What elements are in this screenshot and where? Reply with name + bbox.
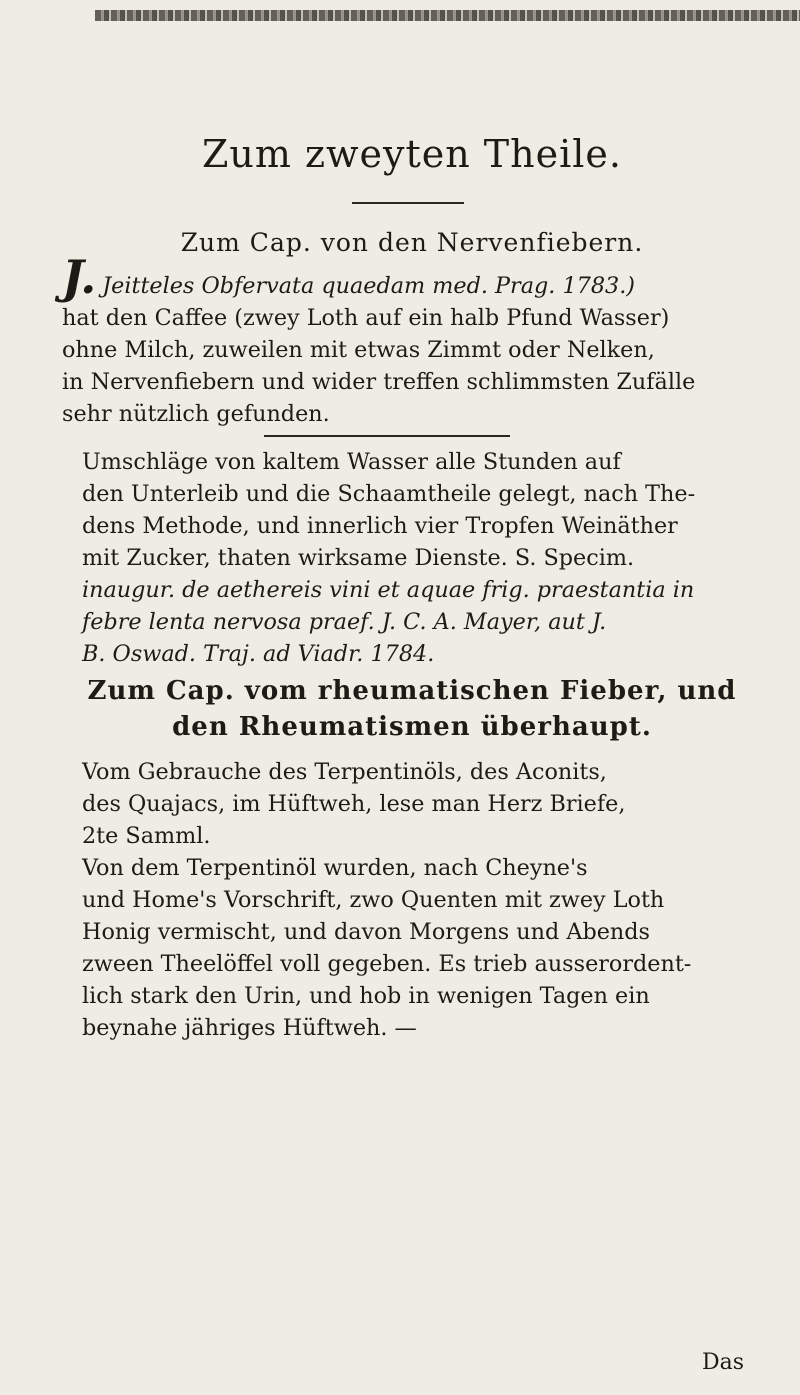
text-line: und Home's Vorschrift, zwo Quenten mit zwey Loth	[82, 887, 665, 913]
text-line: beynahe jähriges Hüftweh. —	[82, 1015, 417, 1041]
section-heading-rheuma-line2: den Rheumatismen überhaupt.	[172, 712, 652, 742]
text-line: Honig vermischt, und davon Morgens und Abends	[82, 919, 650, 945]
text-line: febre lenta nervosa praef. J. C. A. Mayer, aut J.	[82, 609, 607, 635]
paragraph-terpentin	[82, 756, 767, 1044]
text-line: 2te Samml.	[82, 823, 211, 849]
paragraph-caffee	[62, 250, 767, 430]
text-line: mit Zucker, thaten wirksame Dienste. S. Specim.	[82, 545, 635, 571]
text-line: Von dem Terpentinöl wurden, nach Cheyne's	[82, 855, 588, 881]
catchword: Das	[702, 1350, 745, 1375]
text-line: den Unterleib und die Schaamtheile gelegt, nach The-	[82, 481, 696, 507]
running-head: Zum zweyten Theile.	[202, 132, 622, 176]
text-line: hat den Caffee (zwey Loth auf ein halb Pfund Wasser)	[62, 305, 670, 331]
text-line: lich stark den Urin, und hob in wenigen Tagen ein	[82, 983, 650, 1009]
text-line: Jeitteles Obfervata quaedam med. Prag. 1783.)	[102, 273, 635, 299]
text-line: des Quajacs, im Hüftweh, lese man Herz Briefe,	[82, 791, 626, 817]
text-line: zween Theelöffel voll gegeben. Es trieb ausserordent-	[82, 951, 692, 977]
section-heading-rheuma: Zum Cap. vom rheumatischen Fieber, und	[87, 676, 737, 706]
text-line: in Nervenfiebern und wider treffen schlimmsten Zufälle	[62, 369, 696, 395]
initial-letter: J.	[62, 250, 97, 304]
text-line: sehr nützlich gefunden.	[62, 401, 330, 427]
text-line: ohne Milch, zuweilen mit etwas Zimmt oder Nelken,	[62, 337, 655, 363]
section-divider	[264, 435, 510, 437]
paragraph-umschlaege	[82, 446, 767, 670]
text-line: inaugur. de aethereis vini et aquae frig. praestantia in	[82, 577, 695, 603]
text-line: Vom Gebrauche des Terpentinöls, des Aconits,	[82, 759, 607, 785]
text-line: dens Methode, und innerlich vier Tropfen Weinäther	[82, 513, 678, 539]
section-heading-nervenfieber: Zum Cap. von den Nervenfiebern.	[180, 228, 644, 257]
text-line: B. Oswad. Traj. ad Viadr. 1784.	[82, 641, 435, 667]
text-line: Umschläge von kaltem Wasser alle Stunden auf	[82, 449, 621, 475]
head-rule	[352, 202, 464, 204]
top-border-rule	[95, 10, 800, 21]
